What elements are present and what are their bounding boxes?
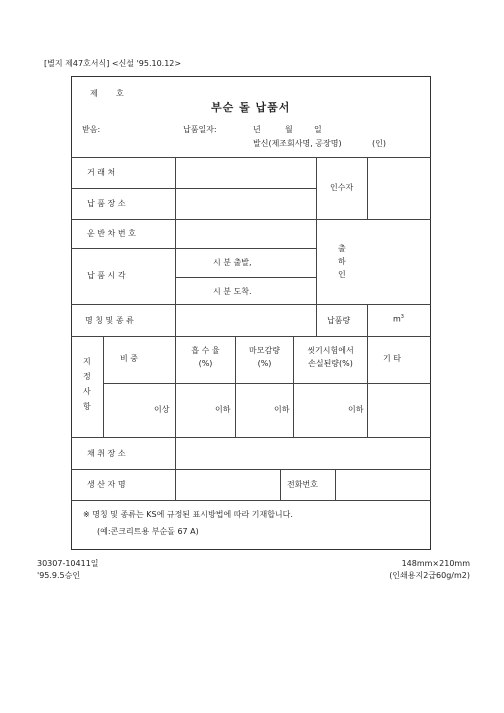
specific-gravity-header: 비 중 [120,354,138,363]
divider-producer [71,500,431,501]
departure-time: 시 분 출발, [213,258,252,267]
divider-sampling [71,469,431,470]
vehicle-number-label: 운 반 차 번 호 [87,229,136,238]
col-qty-label-right [367,304,368,336]
divider-time-mid [175,277,316,278]
receiver-label: 받음: [82,125,101,134]
washing-below-value: 이하 [348,405,364,414]
designated-char-3: 사 [83,387,91,396]
absorption-header: 흡 수 율 (%) [191,346,220,368]
absorption-below-value: 이하 [215,405,231,414]
note-line-2: (예:콘크리트용 부순돌 67 A) [97,527,199,536]
col-qty-label-left [316,304,317,336]
form-header: [별지 제47호서식] <신설 '95.10.12> [44,59,182,68]
designated-char-2: 정 [83,372,91,381]
abrasion-header: 마모감량 (%) [249,346,280,368]
document-title: 부순 돌 납품서 [211,101,291,114]
producer-label: 생 산 자 명 [87,480,126,489]
washing-loss-header: 씻기시험에서 손실된량(%) [307,346,354,368]
divider-name [71,336,431,337]
delivery-time-label: 납 품 시 각 [87,271,126,280]
name-type-label: 명 칭 및 종 류 [85,316,134,325]
paper-size: 148mm×210mm [401,559,470,568]
col-washing-right [367,336,368,437]
note-line-1: ※ 명칭 및 종류는 KS에 규정된 표시방법에 따라 기재합니다. [83,510,293,519]
divider-designated-mid [103,383,431,384]
col-value-right [316,157,317,304]
sampling-place-label: 채 취 장 소 [87,449,126,458]
shipper-char-3: 인 [338,270,346,279]
paper-spec: (인쇄용지2급60g/m2) [389,571,470,580]
col-designated-label [103,336,104,437]
number-suffix: 호 [116,89,124,98]
designated-char-1: 지 [83,357,91,366]
divider-place [71,219,431,220]
divider-designated [71,437,431,438]
day-label: 일 [314,125,322,134]
col-name-split [175,304,176,336]
divider-time [71,304,431,305]
abrasion-below-value: 이하 [274,405,290,414]
year-label: 년 [253,125,261,134]
col-sampling-split [175,437,176,500]
delivery-date-label: 납품일자: [183,125,217,134]
divider-top [71,157,431,158]
col-right-value [367,157,368,219]
phone-label: 전화번호 [287,480,318,489]
col-label-right [175,157,176,304]
client-label: 거 래 처 [87,168,116,177]
shipper-char-1: 출 [338,244,346,253]
divider-client [71,188,316,189]
etc-header: 기 타 [383,354,401,363]
arrival-time: 시 분 도착. [213,287,252,296]
approval-date: '95.9.5승인 [37,571,81,580]
seal-mark: (인) [372,139,386,148]
receiver-col-label: 인수자 [330,183,354,192]
divider-vehicle [71,248,316,249]
month-label: 월 [285,125,293,134]
quantity-label: 납품량 [327,316,351,325]
col-phone-left [280,469,281,500]
sender-label: 발신(제조회사명, 공장명) [253,139,342,148]
quantity-unit: $m^3$ [393,314,404,324]
col-phone-right [335,469,336,500]
form-code: 30307-10411일 [37,559,99,568]
number-label: 제 [90,89,98,98]
delivery-place-label: 납 품 장 소 [87,199,126,208]
designated-char-4: 항 [83,402,91,411]
gravity-above-value: 이상 [154,405,170,414]
shipper-char-2: 하 [338,257,346,266]
